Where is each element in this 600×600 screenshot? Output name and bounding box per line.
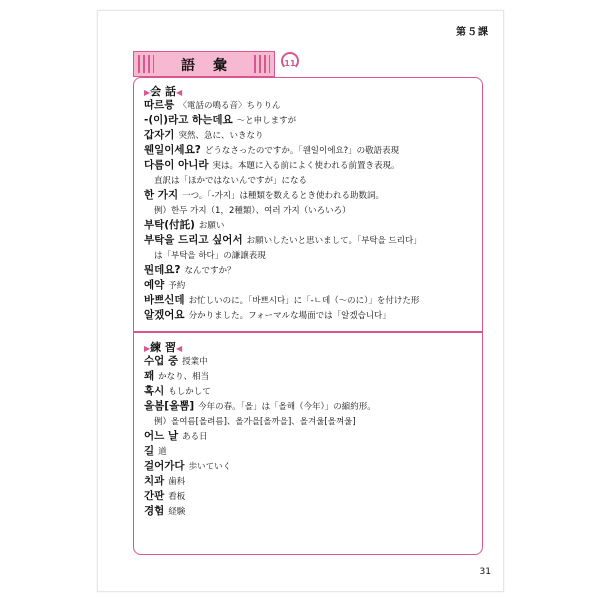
vocab-entry: 올봄[올뽐] 今年の春。「올」は「올해（今年）」の縮約形。 — [144, 400, 376, 412]
triangle-right-icon: ▶ — [144, 344, 151, 353]
vocab-entry: 예약 予約 — [144, 279, 186, 291]
page-number: 31 — [479, 567, 491, 577]
vocab-entry: 혹시 もしかして — [144, 385, 211, 397]
vocab-entry: 바쁘신데 お忙しいのに。「바쁘시다」に「-ㄴ데（～のに）」を付けた形 — [144, 294, 420, 306]
vocab-note: は「부탁을 하다」の謙譲表現 — [154, 251, 266, 261]
section-heading-conversation: ▶会 話◀ — [144, 85, 183, 98]
banner-stripes-right — [254, 55, 270, 73]
vocabulary-heading-banner — [133, 51, 275, 77]
vocab-note: 例）한두 가지（1，2種類）、여러 가지（いろいろ） — [154, 206, 351, 216]
vocab-entry: 부탁(付託) お願い — [144, 219, 225, 231]
vocabulary-box — [133, 77, 483, 555]
section-divider — [134, 331, 482, 333]
vocab-note: 直訳は「ほかではないんですが」になる — [154, 176, 308, 186]
triangle-right-icon: ▶ — [144, 88, 151, 97]
vocab-entry: 간판 看板 — [144, 490, 186, 502]
vocab-entry: 경험 経験 — [144, 505, 186, 517]
vocabulary-heading: 語彙 — [181, 58, 245, 74]
triangle-left-icon: ◀ — [176, 88, 183, 97]
textbook-page — [97, 10, 504, 592]
section-heading-practice: ▶練 習◀ — [144, 341, 183, 354]
vocab-entry: 한 가지 一つ。「-가지」は種類を数えるとき使われる助数詞。 — [144, 189, 384, 201]
vocab-entry: 따르릉 〈電話の鳴る音〉ちりりん — [144, 99, 281, 111]
vocab-note: 例）올여름[올려름]、올가을[올까을]、올겨울[올껴울] — [154, 417, 356, 427]
lesson-label: 第５課 — [456, 27, 489, 38]
vocab-entry: 꽤 かなり、相当 — [144, 370, 210, 382]
vocab-entry: 다름이 아니라 実は。本題に入る前によく使われる前置き表現。 — [144, 159, 400, 171]
vocab-entry: 뭔데요? なんですか？ — [144, 264, 236, 276]
vocab-entry: 걸어가다 歩いていく — [144, 460, 232, 472]
vocab-entry: 웬일이세요? どうなさったのですか。「웬일이에요?」の敬語表現 — [144, 144, 400, 156]
headphones-icon[interactable] — [279, 51, 301, 75]
vocab-entry: 갑자기 突然、急に、いきなり — [144, 129, 264, 141]
vocab-entry: 알겠어요 分かりました。フォーマルな場面では「알겠습니다」 — [144, 309, 391, 321]
vocab-entry: 수업 중 授業中 — [144, 355, 208, 367]
vocab-entry: 치과 歯科 — [144, 475, 186, 487]
vocab-entry: 길 道 — [144, 445, 167, 457]
vocab-entry: 어느 날 ある日 — [144, 430, 208, 442]
audio-track-number: 11 — [284, 59, 296, 68]
vocab-entry: -(이)라고 하는데요 ～と申しますが — [144, 114, 297, 126]
vocab-entry: 부탁을 드리고 싶어서 お願いしたいと思いまして。「부탁을 드리다」 — [144, 234, 422, 246]
triangle-left-icon: ◀ — [176, 344, 183, 353]
